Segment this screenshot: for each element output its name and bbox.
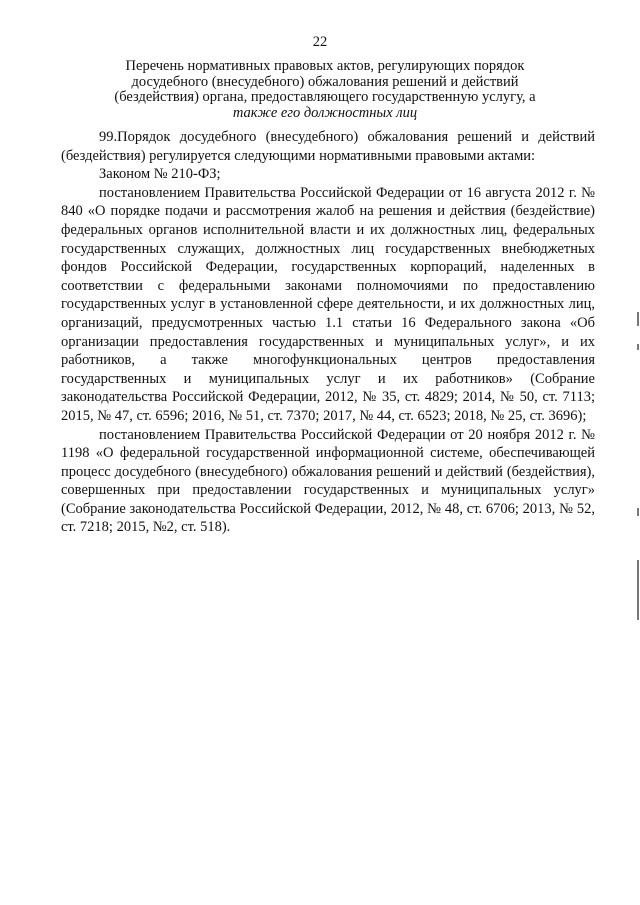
document-title [90,59,560,121]
paragraph-99-intro: 99.Порядок досудебного (внесудебного) обжалования решений и действий (бездействия) регулируется следующими нормативными правовыми актами: [61,129,595,164]
title-line: (бездействия) органа, предоставляющего государственную услугу, а [114,89,536,105]
title-line: также его должностных лиц [232,104,418,121]
paragraph-resolution-1198: постановлением Правительства Российской Федерации от 20 ноября 2012 г. № 1198 «О федеральной государственной информационной системе, обеспечивающей процесс досудебного (внесудебного) обжалования решений и действий (бездействия), совершенных при предоставлении государственных и муниципальных услуг» (Собрание законодательства Российской Федерации, 2012, № 48, ст. 6706; 2013, № 52, ст. 7218; 2015, №2, ст. 518). [61,426,595,536]
scan-artifact [637,312,639,326]
document-body [61,128,595,537]
scan-artifact [637,560,639,620]
paragraph-resolution-840: постановлением Правительства Российской Федерации от 16 августа 2012 г. № 840 «О порядке подачи и рассмотрения жалоб на решения и действия (бездействие) федеральных органов исполнительной власти и их должностных лиц, федеральных государственных служащих, должностных лиц государственных внебюджетных фондов Российской Федерации, государственных корпораций, наделенных в соответствии с федеральными законами полномочиями по предоставлению государственных услуг в установленной сфере деятельности, и их должностных лиц, организаций, предусмотренных частью 1.1 статьи 16 Федерального закона «Об организации предоставления государственных и муниципальных услуг», и их работников, а также многофункциональных центров предоставления государственных и муниципальных услуг и их работников» (Собрание законодательства Российской Федерации, 2012, № 35, ст. 4829; 2014, № 50, ст. 7113; 2015, № 47, ст. 6596; 2016, № 51, ст. 7370; 2017, № 44, ст. 6523; 2018, № 25, ст. 3696); [61,184,595,424]
title-line: досудебного (внесудебного) обжалования решений и действий [131,73,519,90]
scan-artifact [637,508,639,516]
paragraph-law-210: Законом № 210-ФЗ; [99,166,221,183]
page-number: 22 [312,34,328,50]
title-line: Перечень нормативных правовых актов, регулирующих порядок [125,58,525,74]
scan-artifact [637,344,639,350]
